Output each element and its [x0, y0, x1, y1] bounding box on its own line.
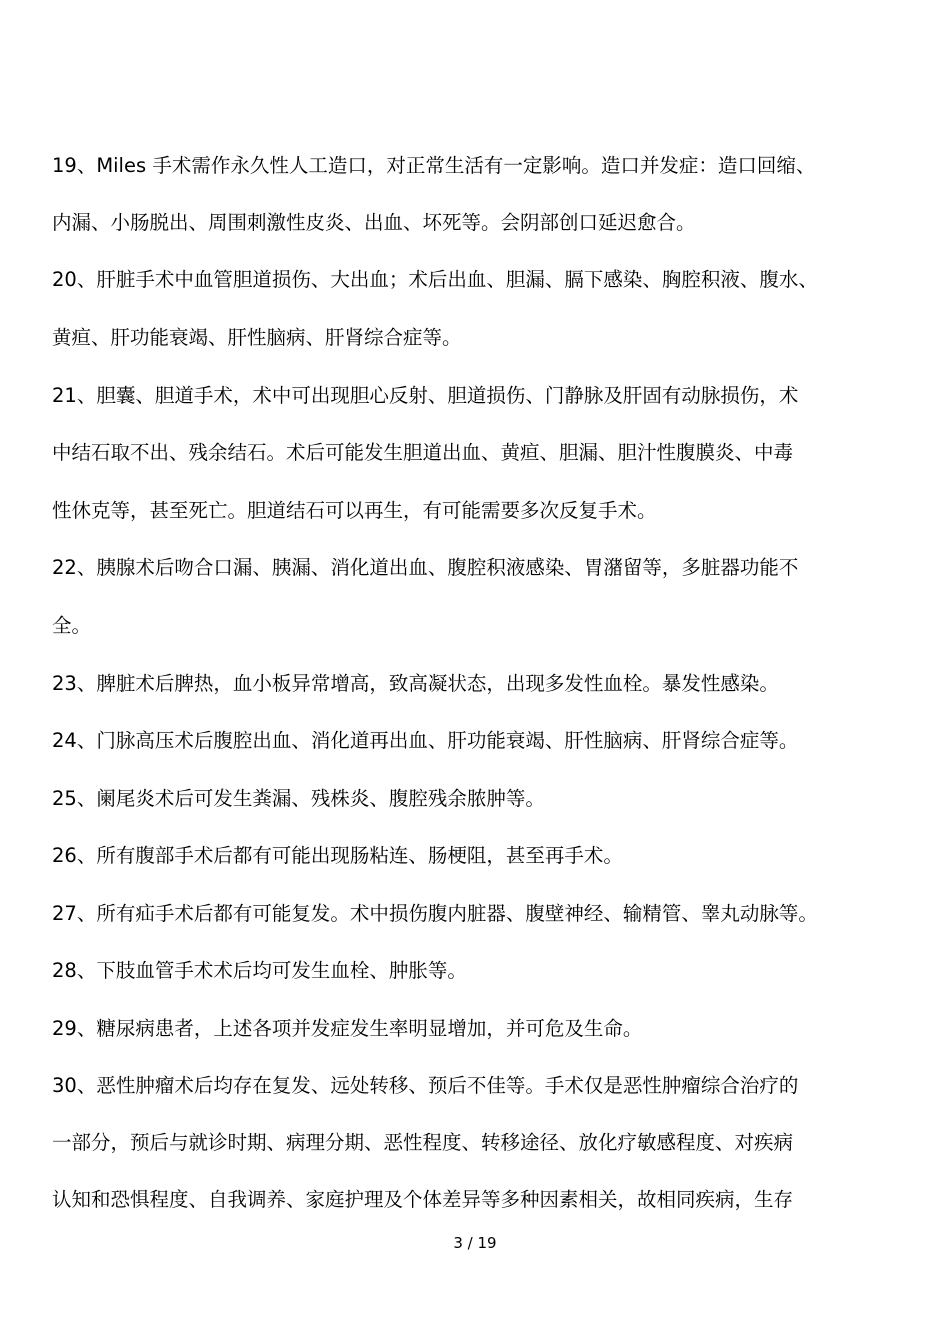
text-line: 一部分，预后与就诊时期、病理分期、恶性程度、转移途径、放化疗敏感程度、对疾病: [52, 1131, 794, 1154]
text-line: 20、肝脏手术中血管胆道损伤、大出血；术后出血、胆漏、膈下感染、胸腔积液、腹水、: [52, 268, 818, 291]
text-line: 24、门脉高压术后腹腔出血、消化道再出血、肝功能衰竭、肝性脑病、肝肾综合症等。: [52, 729, 799, 752]
text-line: 26、所有腹部手术后都有可能出现肠粘连、肠梗阻，甚至再手术。: [52, 844, 623, 867]
text-line: 30、恶性肿瘤术后均存在复发、远处转移、预后不佳等。手术仅是恶性肿瘤综合治疗的: [52, 1074, 799, 1097]
text-line: 27、所有疝手术后都有可能复发。术中损伤腹内脏器、腹壁神经、输精管、睾丸动脉等。: [52, 902, 818, 925]
text-line: 认知和恐惧程度、自我调养、家庭护理及个体差异等多种因素相关，故相同疾病，生存: [52, 1188, 794, 1211]
text-line: 19、Miles 手术需作永久性人工造口，对正常生活有一定影响。造口并发症：造口回缩、: [52, 154, 816, 177]
text-line: 黄疸、肝功能衰竭、肝性脑病、肝肾综合症等。: [52, 326, 462, 349]
text-line: 22、胰腺术后吻合口漏、胰漏、消化道出血、腹腔积液感染、胃潴留等，多脏器功能不: [52, 556, 799, 579]
text-line: 性休克等，甚至死亡。胆道结石可以再生，有可能需要多次反复手术。: [52, 499, 657, 522]
text-line: 中结石取不出、残余结石。术后可能发生胆道出血、黄疸、胆漏、胆汁性腹膜炎、中毒: [52, 441, 794, 464]
text-line: 25、阑尾炎术后可发生粪漏、残株炎、腹腔残余脓肿等。: [52, 787, 545, 810]
text-line: 28、下肢血管手术术后均可发生血栓、肿胀等。: [52, 959, 467, 982]
text-line: 21、胆囊、胆道手术，术中可出现胆心反射、胆道损伤、门静脉及肝固有动脉损伤，术: [52, 384, 799, 407]
text-line: 23、脾脏术后脾热，血小板异常增高，致高凝状态，出现多发性血栓。暴发性感染。: [52, 672, 779, 695]
text-line: 内漏、小肠脱出、周围刺激性皮炎、出血、坏死等。会阴部创口延迟愈合。: [52, 211, 696, 234]
text-line: 29、糖尿病患者，上述各项并发症发生率明显增加，并可危及生命。: [52, 1017, 643, 1040]
page-number: 3 / 19: [453, 1234, 497, 1252]
text-line: 全。: [52, 614, 92, 637]
